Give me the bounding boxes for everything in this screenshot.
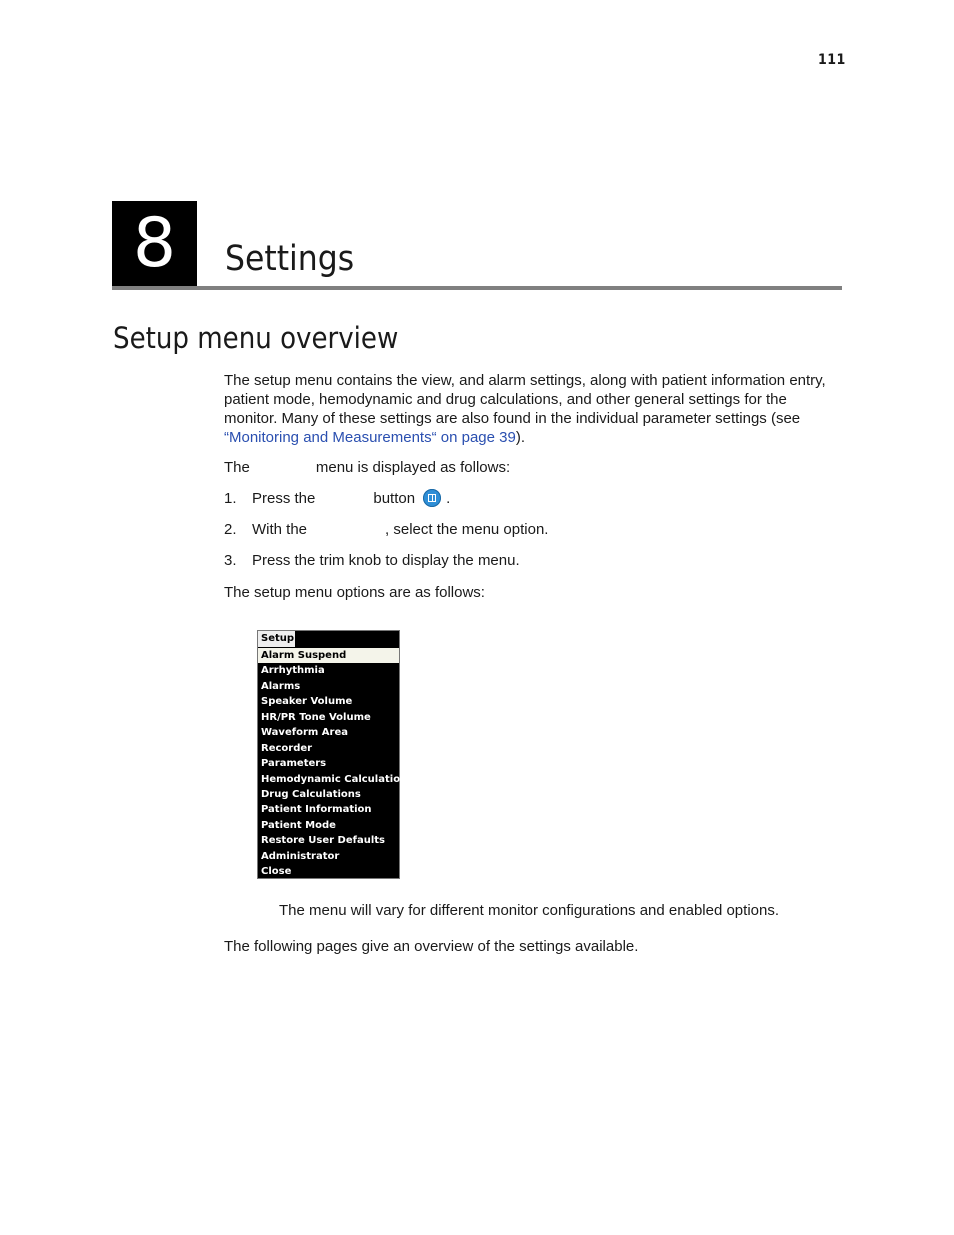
menu-item-hr-pr-tone-volume: HR/PR Tone Volume [261, 711, 371, 723]
menu-item-parameters: Parameters [261, 758, 327, 770]
step-number: 2. [224, 521, 237, 538]
note-text: The menu will vary for different monitor configurations and enabled options. [279, 902, 780, 919]
setup-menu-title: Setup [258, 631, 295, 647]
intro-paragraph [224, 371, 834, 447]
step-number: 1. [224, 490, 237, 507]
menu-item-patient-mode: Patient Mode [261, 819, 336, 831]
menu-item-close: Close [261, 866, 292, 878]
step-text: , select the menu option. [385, 521, 549, 538]
monitoring-measurements-link[interactable]: “Monitoring and Measurements“ on page 39 [224, 429, 516, 446]
chapter-number-box: 8 [112, 201, 197, 286]
menu-item-hemodynamic-calculations: Hemodynamic Calculations [261, 773, 414, 785]
menu-item-waveform-area: Waveform Area [261, 727, 348, 739]
step-text: Press the [252, 490, 316, 507]
step-text: . [446, 490, 451, 507]
menu-item-drug-calculations: Drug Calculations [261, 788, 361, 800]
menu-item-recorder: Recorder [261, 742, 313, 754]
page-number: 111 [818, 52, 846, 68]
step-text: button [373, 490, 416, 507]
chapter-rule [112, 286, 842, 290]
intro-text: The setup menu contains the view, and alarm settings, along with patient information entry, patient mode, hemodynamic and drug calculations, and other general settings for the monitor. Many of these settings are also found in the individual parameter settings (see [224, 372, 826, 427]
menu-item-arrhythmia: Arrhythmia [261, 665, 325, 677]
section-heading: Setup menu overview [113, 321, 399, 355]
menu-item-patient-information: Patient Information [261, 804, 372, 816]
display-line [224, 458, 510, 477]
step-text: With the [252, 521, 308, 538]
step-1 [224, 489, 450, 508]
step-text: Press the trim knob to display the menu. [252, 552, 520, 569]
menu-item-restore-user-defaults: Restore User Defaults [261, 835, 386, 847]
menu-item-administrator: Administrator [261, 850, 340, 862]
menu-item-speaker-volume: Speaker Volume [261, 696, 353, 708]
options-intro: The setup menu options are as follows: [224, 584, 485, 601]
setup-menu-list [258, 648, 414, 880]
menu-item-alarms: Alarms [261, 680, 301, 692]
setup-menu-screenshot [257, 630, 414, 879]
step-2 [224, 520, 548, 539]
display-line-before: The [224, 459, 250, 476]
chapter-title: Settings [225, 239, 355, 279]
menu-item-alarm-suspend: Alarm Suspend [258, 648, 399, 663]
display-line-after: menu is displayed as follows: [315, 459, 511, 476]
outro-paragraph: The following pages give an overview of the settings available. [224, 938, 639, 955]
setup-button-icon [423, 489, 441, 507]
step-number: 3. [224, 552, 237, 569]
step-3 [224, 551, 520, 570]
intro-text-end: ). [515, 429, 526, 446]
